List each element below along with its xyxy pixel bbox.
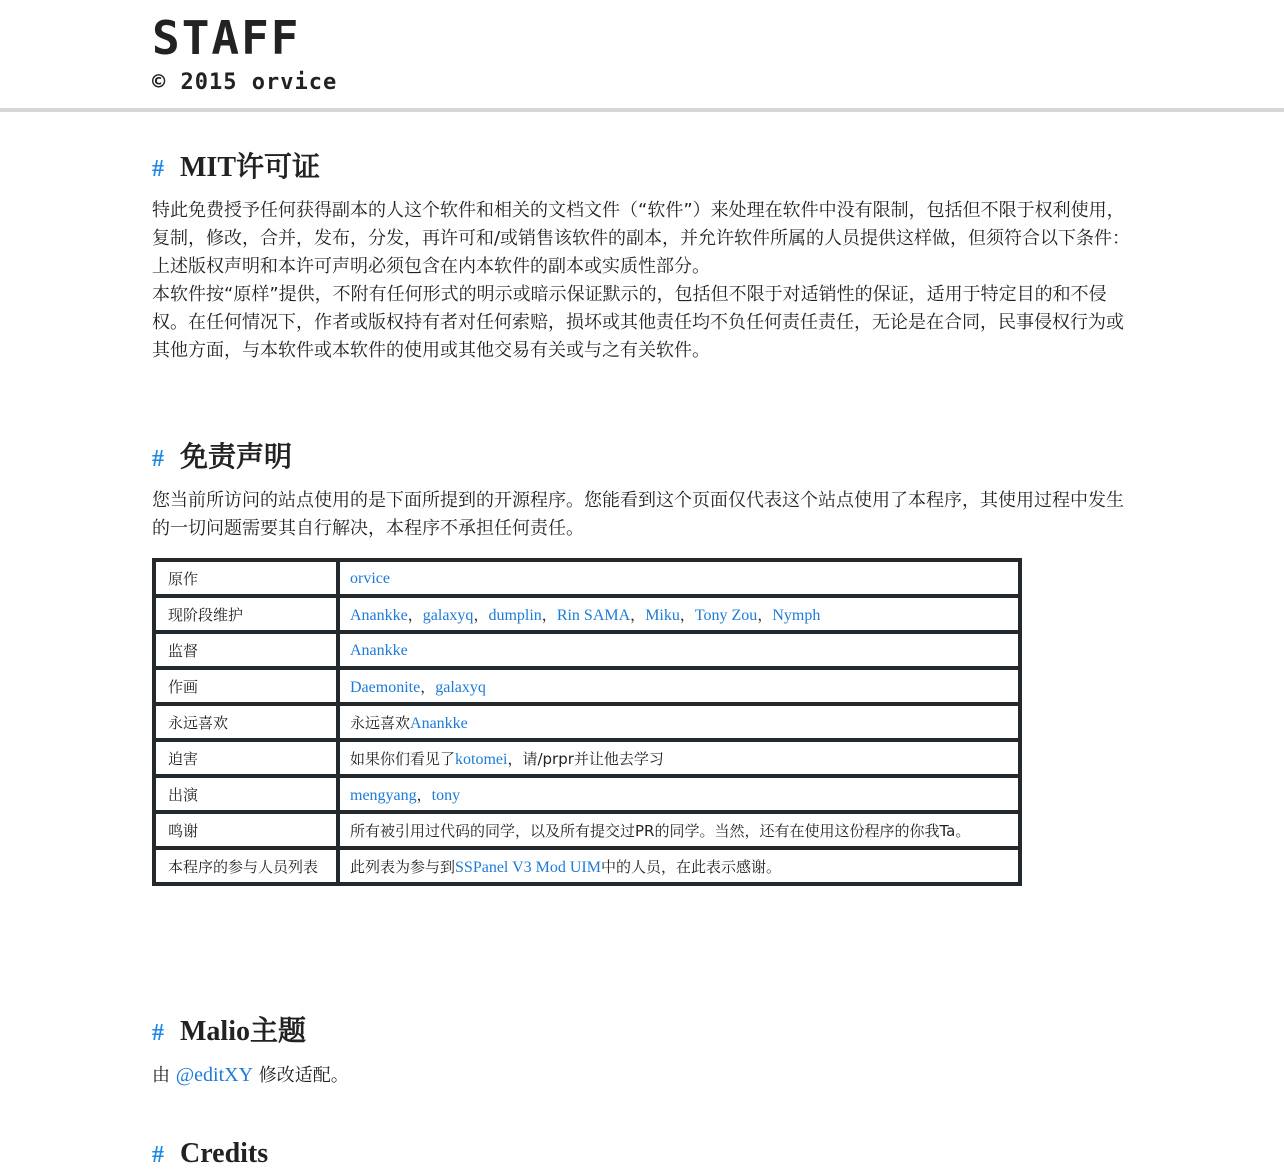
table-row-key: 作画 [154,668,338,704]
malio-paragraph [152,1061,1132,1090]
staff-link[interactable]: Tony Zou [694,606,758,624]
table-cell-text: 中的人员，在此表示感谢。 [600,857,781,876]
table-cell-text: ， [473,605,489,624]
table-cell-text: 如果你们看见了 [350,749,456,768]
site-subtitle: © 2015 orvice [152,70,338,95]
table-row-value [338,560,1020,596]
staff-link[interactable]: orvice [350,569,390,587]
license-heading [152,150,1132,187]
table-row-key: 迫害 [154,740,338,776]
staff-link[interactable]: Anankke [350,641,408,659]
disclaimer-paragraph: 您当前所访问的站点使用的是下面所提到的开源程序。您能看到这个页面仅代表这个站点使用了本程序，其使用过程中发生的一切问题需要其自行解决，本程序不承担任何责任。 [152,490,1124,539]
table-row-value [338,740,1020,776]
staff-link[interactable]: galaxyq [422,606,474,624]
license-paragraph-2: 上述版权声明和本许可声明必须包含在内本软件的副本或实质性部分。 [152,256,710,277]
license-paragraph-3: 本软件按“原样”提供，不附有任何形式的明示或暗示保证默示的，包括但不限于对适销性的保证，适用于特定目的和不侵权。在任何情况下，作者或版权持有者对任何索赔，损坏或其他责任均不负任何责任责任，无论是在合同，民事侵权行为或其他方面，与本软件或本软件的使用或其他交易有关或与之有关软件。 [152,284,1124,361]
staff-table [152,558,1022,886]
table-cell-text: 所有被引用过代码的同学，以及所有提交过PR的同学。当然，还有在使用这份程序的你我Ta。 [350,821,971,840]
table-row-key: 本程序的参与人员列表 [154,848,338,884]
table-row [154,668,1020,704]
credits-heading [152,1136,1132,1173]
credits-heading-text: Credits [180,1138,269,1169]
staff-link[interactable]: Daemonite [350,678,421,696]
table-row-value [338,776,1020,812]
table-row-value [338,704,1020,740]
license-heading-text: MIT许可证 [180,152,321,183]
table-row [154,848,1020,884]
anchor-hash-link[interactable]: # [152,1020,164,1046]
table-row [154,704,1020,740]
disclaimer-heading-text: 免责声明 [180,442,293,473]
staff-link[interactable]: Nymph [772,606,821,624]
license-paragraph-1: 特此免费授予任何获得副本的人这个软件和相关的文档文件（“软件”）来处理在软件中没有限制，包括但不限于权利使用，复制，修改，合并，发布，分发，再许可和/或销售该软件的副本，并允许软件所属的人员提供这样做，但须符合以下条件： [152,200,1131,249]
staff-link[interactable]: galaxyq [435,678,486,696]
table-row-key: 监督 [154,632,338,668]
table-row-key: 鸣谢 [154,812,338,848]
disclaimer-heading [152,440,1132,477]
table-cell-text: 永远喜欢 [350,713,411,732]
staff-link[interactable]: tony [431,786,461,804]
table-row-key: 原作 [154,560,338,596]
staff-link[interactable]: kotomei [455,750,508,768]
staff-link[interactable]: mengyang [350,786,417,804]
table-row [154,560,1020,596]
anchor-hash-link[interactable]: # [152,446,164,472]
malio-heading [152,1014,1132,1051]
table-row-key: 出演 [154,776,338,812]
table-row [154,776,1020,812]
table-row [154,632,1020,668]
table-row-value [338,632,1020,668]
malio-prefix: 由 [152,1065,176,1086]
table-row-value [338,848,1020,884]
table-cell-text: ， [679,605,695,624]
staff-link[interactable]: dumplin [488,606,542,624]
table-row [154,740,1020,776]
anchor-hash-link[interactable]: # [152,1142,164,1168]
table-row-key: 永远喜欢 [154,704,338,740]
table-row [154,596,1020,632]
staff-link[interactable]: SSPanel V3 Mod UIM [455,858,601,876]
editxy-link[interactable]: @editXY [175,1064,254,1086]
site-header [0,0,1284,112]
site-title: STAFF [152,11,301,65]
disclaimer-section [152,440,1132,543]
license-section [152,150,1132,365]
table-cell-text: ， [420,677,436,696]
table-row [154,812,1020,848]
anchor-hash-link[interactable]: # [152,156,164,182]
staff-table-body [154,560,1020,884]
malio-heading-text: Malio主题 [180,1016,306,1047]
table-cell-text: ， [541,605,557,624]
credits-section [152,1136,1132,1173]
table-cell-text: 此列表为参与到 [350,857,456,876]
table-cell-text: ，请/prpr并让他去学习 [507,749,664,768]
table-cell-text: ， [630,605,646,624]
malio-suffix: 修改适配。 [253,1065,349,1086]
table-row-key: 现阶段维护 [154,596,338,632]
malio-section [152,1014,1132,1090]
staff-link[interactable]: Anankke [350,606,408,624]
staff-link[interactable]: Rin SAMA [556,606,631,624]
table-row-value [338,668,1020,704]
table-cell-text: ， [416,785,432,804]
table-row-value [338,812,1020,848]
table-row-value [338,596,1020,632]
table-cell-text: ， [757,605,773,624]
staff-link[interactable]: Miku [645,606,680,624]
staff-link[interactable]: Anankke [410,714,468,732]
table-cell-text: ， [407,605,423,624]
